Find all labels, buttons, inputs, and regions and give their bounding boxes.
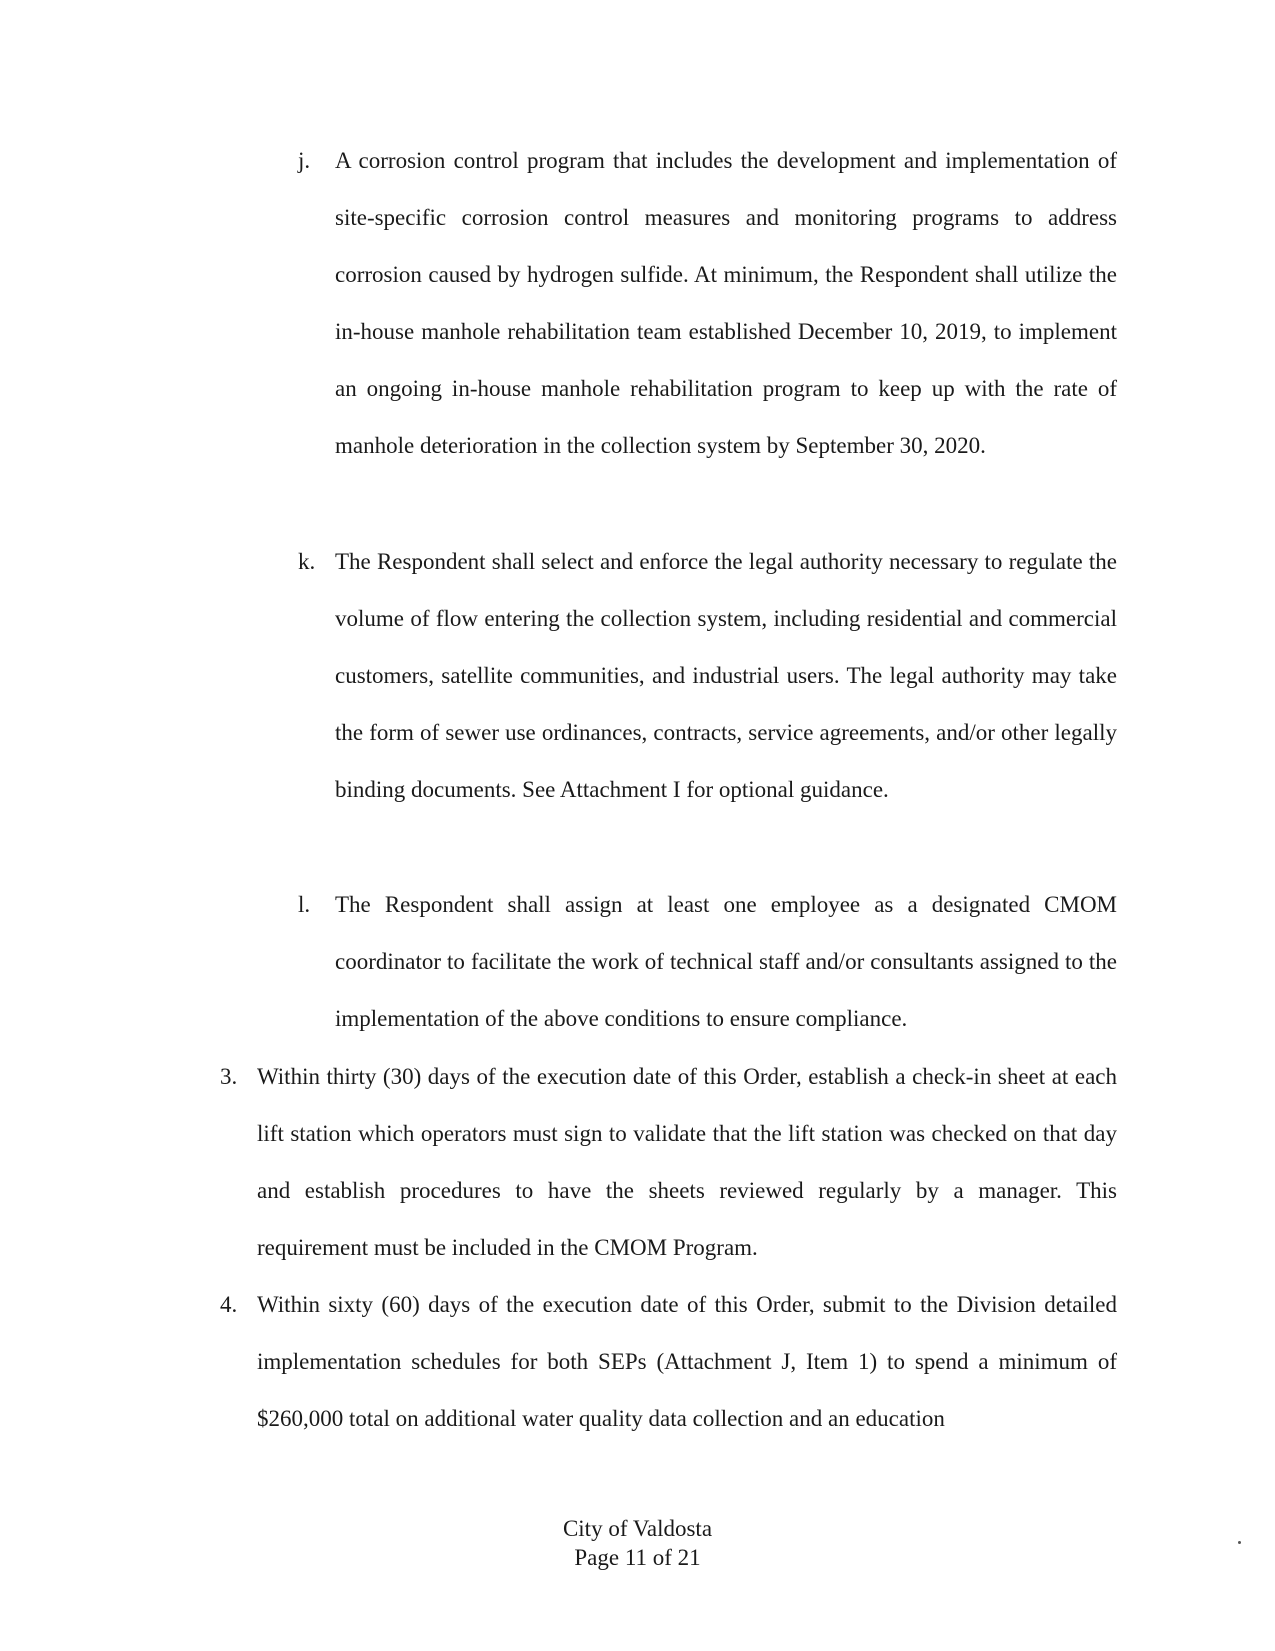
paragraph-k-legal-authority: The Respondent shall select and enforce the legal authority necessary to regulate the volume of flow entering the collection system, including residential and commercial customers, satellite communities, and industrial users. The legal authority may take the form of sewer use ordinances, contracts, service agreements, and/or other legally binding documents. See Attachment I for optional guidance.: [335, 549, 1117, 802]
paragraph-3-check-in-sheet: Within thirty (30) days of the execution date of this Order, establish a check-in sheet at each lift station which operators must sign to validate that the lift station was checked on that day and establish procedures to have the sheets reviewed regularly by a manager. This requirement must be included in the CMOM Program.: [257, 1064, 1117, 1260]
scan-speck: [1238, 1541, 1241, 1544]
list-marker-k: k.: [298, 549, 316, 574]
paragraph-4-sep-schedules: Within sixty (60) days of the execution date of this Order, submit to the Division detailed implementation schedules for both SEPs (Attachment J, Item 1) to spend a minimum of $260,000 total on additional water quality data collection and an education: [257, 1292, 1117, 1431]
list-marker-l: l.: [298, 892, 311, 917]
paragraph-l-cmom-coordinator: The Respondent shall assign at least one employee as a designated CMOM coordinator to facilitate the work of technical staff and/or consultants assigned to the implementation of the above conditions to ensure compliance.: [335, 892, 1117, 1031]
list-marker-j: j.: [298, 148, 311, 173]
list-marker-3: 3.: [220, 1064, 238, 1089]
paragraph-j-corrosion-control: A corrosion control program that includes the development and implementation of site-specific corrosion control measures and monitoring programs to address corrosion caused by hydrogen sulfide. At minimum, the Respondent shall utilize the in-house manhole rehabilitation team established December 10, 2019, to implement an ongoing in-house manhole rehabilitation program to keep up with the rate of manhole deterioration in the collection system by September 30, 2020.: [335, 148, 1117, 458]
footer-organization: City of Valdosta: [562, 1516, 713, 1541]
footer-page-number: Page 11 of 21: [574, 1545, 701, 1570]
list-marker-4: 4.: [220, 1292, 238, 1317]
